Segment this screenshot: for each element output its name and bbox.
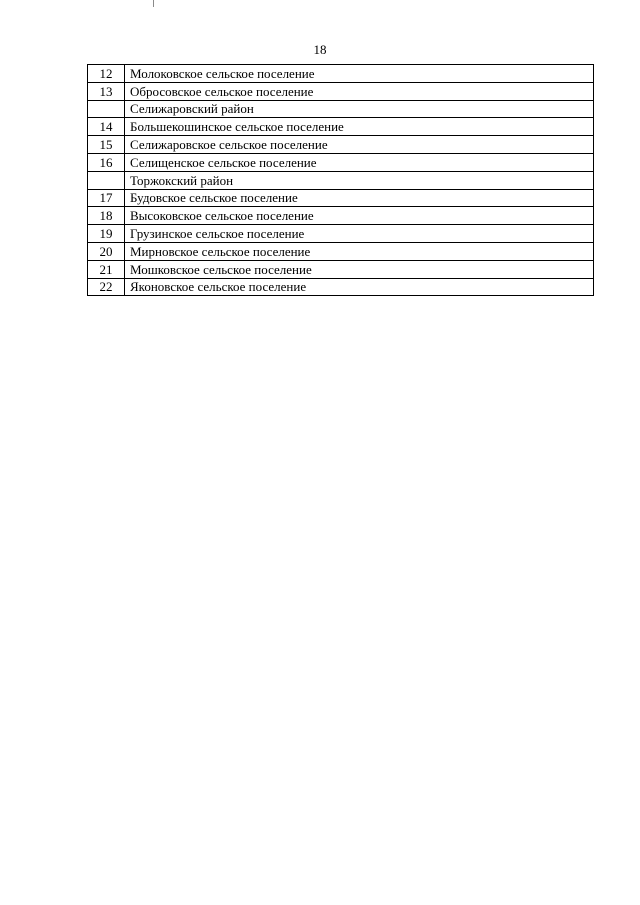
scan-mark — [153, 0, 154, 7]
row-number: 15 — [88, 136, 125, 154]
row-number: 22 — [88, 278, 125, 296]
table-row — [88, 82, 594, 100]
page-number: 18 — [313, 42, 327, 57]
settlement-name: Будовское сельское поселение — [125, 189, 594, 207]
row-number: 20 — [88, 242, 125, 260]
settlement-name: Селижаровское сельское поселение — [125, 136, 594, 154]
table-row — [88, 153, 594, 171]
settlement-name: Яконовское сельское поселение — [125, 278, 594, 296]
district-name: Селижаровский район — [125, 100, 594, 118]
row-number: 13 — [88, 82, 125, 100]
row-number: 16 — [88, 153, 125, 171]
row-number: 12 — [88, 65, 125, 83]
table-row-district — [88, 100, 594, 118]
row-number: 19 — [88, 225, 125, 243]
table-row — [88, 260, 594, 278]
table-row — [88, 65, 594, 83]
table-row-district — [88, 171, 594, 189]
row-number: 17 — [88, 189, 125, 207]
table-row — [88, 278, 594, 296]
settlement-name: Мирновское сельское поселение — [125, 242, 594, 260]
row-number — [88, 100, 125, 118]
row-number — [88, 171, 125, 189]
district-name: Торжокский район — [125, 171, 594, 189]
settlement-name: Грузинское сельское поселение — [125, 225, 594, 243]
table-row — [88, 207, 594, 225]
row-number: 14 — [88, 118, 125, 136]
settlement-name: Селищенское сельское поселение — [125, 153, 594, 171]
settlement-name: Мошковское сельское поселение — [125, 260, 594, 278]
settlement-name: Обросовское сельское поселение — [125, 82, 594, 100]
table-row — [88, 242, 594, 260]
table-row — [88, 225, 594, 243]
settlements-table — [87, 64, 594, 296]
settlement-name: Высоковское сельское поселение — [125, 207, 594, 225]
table-row — [88, 189, 594, 207]
row-number: 21 — [88, 260, 125, 278]
settlement-name: Молоковское сельское поселение — [125, 65, 594, 83]
table-row — [88, 118, 594, 136]
table-row — [88, 136, 594, 154]
row-number: 18 — [88, 207, 125, 225]
settlement-name: Большекошинское сельское поселение — [125, 118, 594, 136]
